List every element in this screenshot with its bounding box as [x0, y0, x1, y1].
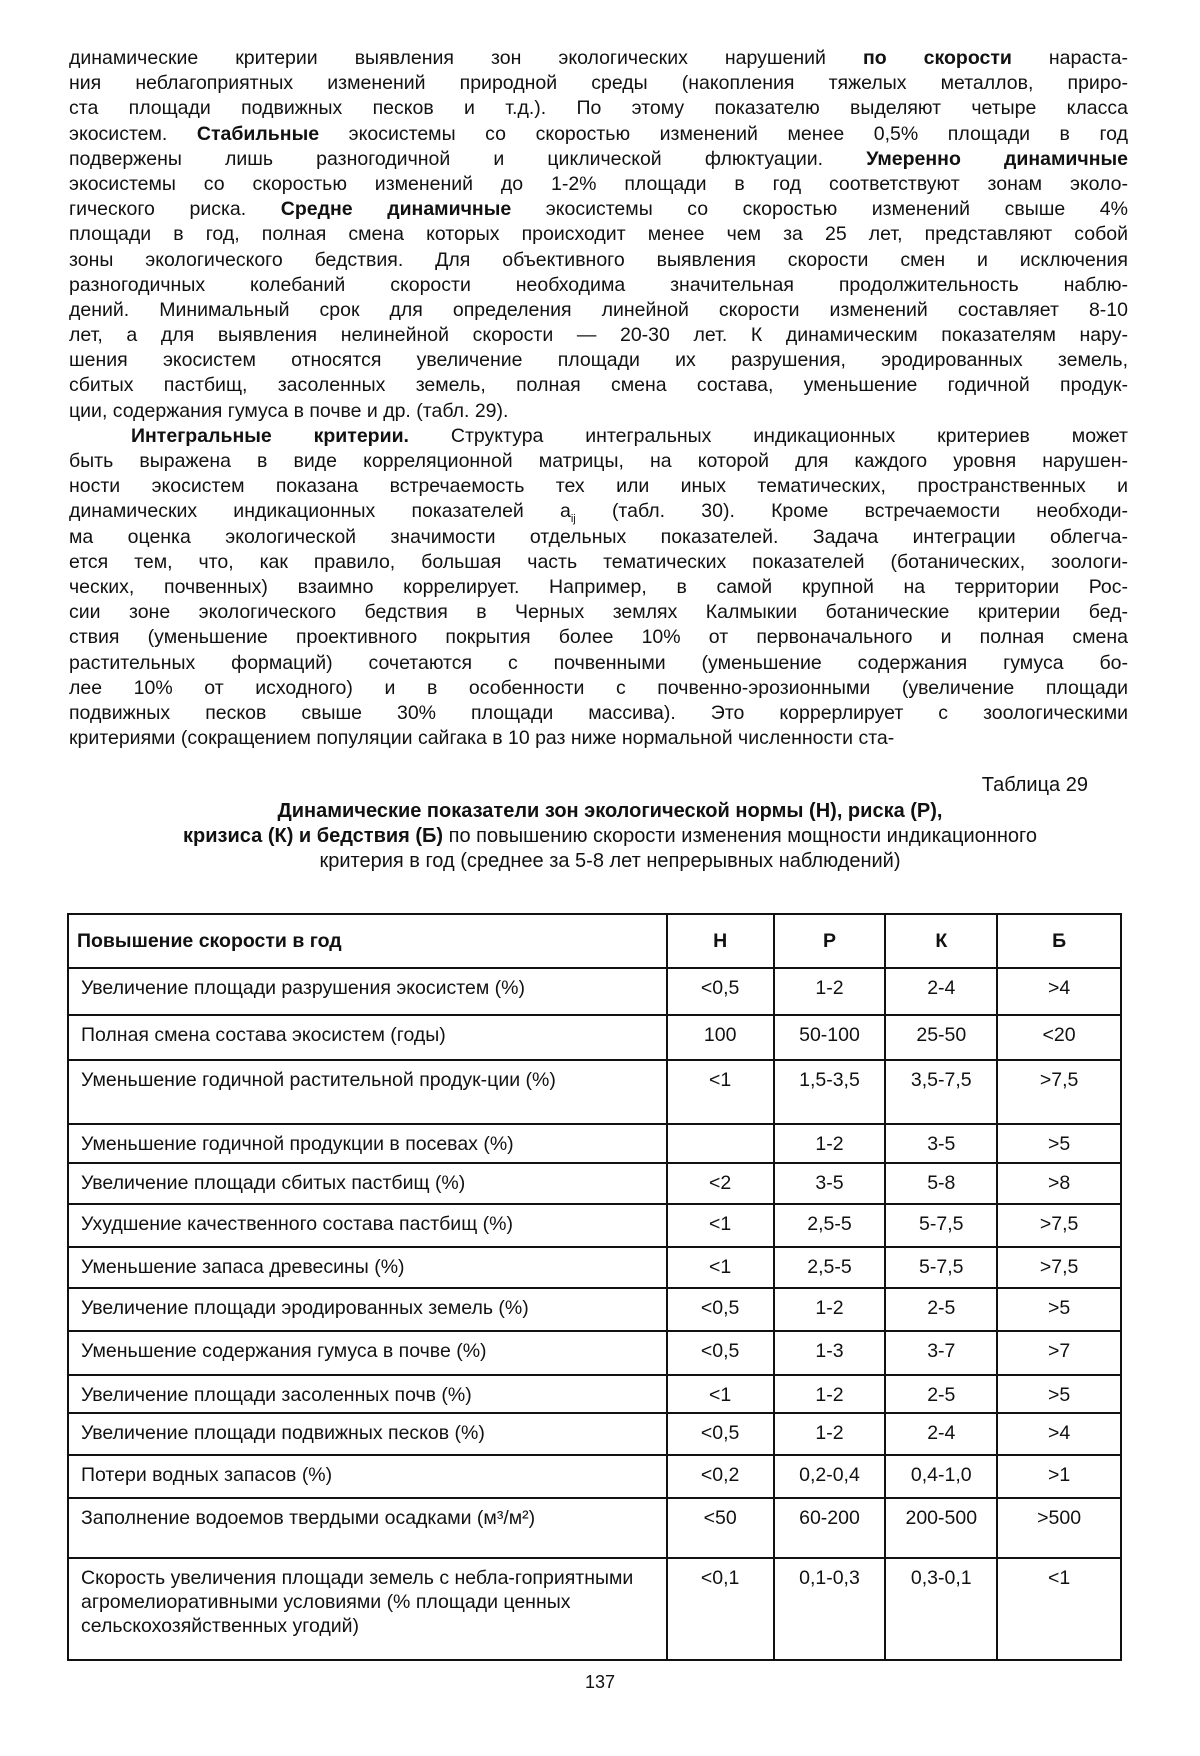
text-line: [69, 676, 1128, 701]
cell-value: 5-8: [885, 1163, 997, 1204]
cell-value: <50: [667, 1498, 774, 1558]
column-header: Повышение скорости в год: [68, 914, 667, 968]
page-number: 137: [0, 1672, 1200, 1693]
cell-value: >500: [997, 1498, 1121, 1558]
cell-value: >8: [997, 1163, 1121, 1204]
table-row: [68, 1558, 1121, 1660]
cell-value: >7: [997, 1331, 1121, 1375]
cell-value: 1-2: [774, 1413, 886, 1455]
row-label: Полная смена состава экосистем (годы): [68, 1015, 667, 1060]
text-line: [69, 197, 1128, 222]
text-line: [69, 399, 1128, 424]
column-header: К: [885, 914, 997, 968]
text-line: [69, 273, 1128, 298]
cell-value: <0,1: [667, 1558, 774, 1660]
text-segment: ста площади подвижных песков и т.д.). По этому показателю выделяют четыре класса: [69, 97, 1128, 119]
row-label: Уменьшение годичной продукции в посевах (%): [68, 1124, 667, 1163]
bold-term: по скорости: [863, 47, 1012, 69]
text-segment: разногодичных колебаний скорости необходима значительная продолжительность наблю-: [69, 274, 1128, 296]
text-line: [69, 600, 1128, 625]
cell-value: <20: [997, 1015, 1121, 1060]
cell-value: 0,3-0,1: [885, 1558, 997, 1660]
text-line: [69, 71, 1128, 96]
row-label: Ухудшение качественного состава пастбищ (%): [68, 1204, 667, 1247]
bold-term: Интегральные критерии.: [131, 425, 409, 447]
table-row: [68, 1331, 1121, 1375]
table-row: [68, 1247, 1121, 1288]
bold-term: Умеренно динамичные: [866, 148, 1128, 170]
cell-value: 1-2: [774, 1375, 886, 1413]
text-line: [69, 46, 1128, 71]
row-label: Уменьшение запаса древесины (%): [68, 1247, 667, 1288]
cell-value: >5: [997, 1288, 1121, 1331]
cell-value: 2-4: [885, 1413, 997, 1455]
cell-value: <0,5: [667, 1413, 774, 1455]
text-segment: быть выражена в виде корреляционной матрицы, на которой для каждого уровня нарушен-: [69, 450, 1128, 472]
row-label: Скорость увеличения площади земель с небла-гоприятными агромелиоративными условиями (% площади ценных сельскохозяйственных угодий): [68, 1558, 667, 1660]
text-segment: ции, содержания гумуса в почве и др. (табл. 29).: [69, 400, 508, 422]
text-line: [69, 96, 1128, 121]
text-segment: лет, а для выявления нелинейной скорости — 20-30 лет. К динамическим показателям нару-: [69, 324, 1128, 346]
text-segment: (табл. 30). Кроме встречаемости необходи-: [576, 500, 1128, 522]
cell-value: >4: [997, 1413, 1121, 1455]
text-line: [69, 575, 1128, 600]
text-segment: сии зоне экологического бедствия в Черных землях Калмыкии ботанические критерии бед-: [69, 601, 1128, 623]
cell-value: <0,2: [667, 1455, 774, 1498]
text-line: [69, 248, 1128, 273]
cell-value: >5: [997, 1124, 1121, 1163]
table-row: [68, 1455, 1121, 1498]
text-line: [69, 122, 1128, 147]
text-segment: экосистемы со скоростью изменений свыше 4%: [511, 198, 1128, 220]
cell-value: <0,5: [667, 968, 774, 1015]
body-text: [69, 46, 1128, 751]
row-label: Уменьшение содержания гумуса в почве (%): [68, 1331, 667, 1375]
cell-value: 1-2: [774, 1124, 886, 1163]
cell-value: 2,5-5: [774, 1204, 886, 1247]
cell-value: 5-7,5: [885, 1204, 997, 1247]
cell-value: 25-50: [885, 1015, 997, 1060]
cell-value: <1: [667, 1247, 774, 1288]
text-segment: ческих, почвенных) взаимно коррелирует. Например, в самой крупной на территории Рос-: [69, 576, 1128, 598]
text-segment: гического риска.: [69, 198, 281, 220]
text-segment: дений. Минимальный срок для определения линейной скорости изменений составляет 8-10: [69, 299, 1128, 321]
table-label: Таблица 29: [982, 774, 1088, 797]
cell-value: 1-2: [774, 1288, 886, 1331]
text-segment: площади в год, полная смена которых происходит менее чем за 25 лет, представляют собой: [69, 223, 1128, 245]
cell-value: 2-4: [885, 968, 997, 1015]
text-segment: зоны экологического бедствия. Для объективного выявления скорости смен и исключения: [69, 249, 1128, 271]
text-segment: динамических индикационных показателей a: [69, 500, 571, 522]
text-segment: лее 10% от исходного) и в особенности с почвенно-эрозионными (увеличение площади: [69, 677, 1128, 699]
text-line: [69, 701, 1128, 726]
row-label: Заполнение водоемов твердыми осадками (м³/м²): [68, 1498, 667, 1558]
cell-value: 2-5: [885, 1288, 997, 1331]
text-line: [69, 499, 1128, 524]
bold-term: Стабильные: [197, 123, 319, 145]
cell-value: 0,1-0,3: [774, 1558, 886, 1660]
row-label: Увеличение площади сбитых пастбищ (%): [68, 1163, 667, 1204]
cell-value: 50-100: [774, 1015, 886, 1060]
data-table: [67, 913, 1122, 1661]
table-row: [68, 1375, 1121, 1413]
table-row: [68, 1204, 1121, 1247]
cell-value: 1-2: [774, 968, 886, 1015]
text-segment: критериями (сокращением популяции сайгака в 10 раз ниже нормальной численности ста-: [69, 727, 894, 749]
text-line: [69, 625, 1128, 650]
table-row: [68, 1060, 1121, 1124]
text-line: [69, 550, 1128, 575]
text-segment: экосистемы со скоростью изменений до 1-2% площади в год соответствуют зонам эколо-: [69, 173, 1128, 195]
text-line: [69, 298, 1128, 323]
cell-value: <1: [667, 1060, 774, 1124]
cell-value: 3,5-7,5: [885, 1060, 997, 1124]
table-row: [68, 1015, 1121, 1060]
cell-value: 3-7: [885, 1331, 997, 1375]
cell-value: 1-3: [774, 1331, 886, 1375]
cell-value: <1: [997, 1558, 1121, 1660]
cell-value: >4: [997, 968, 1121, 1015]
cell-value: >5: [997, 1375, 1121, 1413]
text-segment: растительных формаций) сочетаются с почвенными (уменьшение содержания гумуса бо-: [69, 652, 1128, 674]
text-line: [69, 726, 1128, 751]
table-row: [68, 1413, 1121, 1455]
text-segment: экосистем.: [69, 123, 197, 145]
cell-value: 3-5: [885, 1124, 997, 1163]
cell-value: >7,5: [997, 1247, 1121, 1288]
cell-value: 100: [667, 1015, 774, 1060]
text-segment: ности экосистем показана встречаемость тех или иных тематических, пространственных и: [69, 475, 1128, 497]
table-row: [68, 968, 1121, 1015]
text-segment: динамические критерии выявления зон экологических нарушений: [69, 47, 863, 69]
text-line: [69, 323, 1128, 348]
text-segment: подвижных песков свыше 30% площади массива). Это коррерлирует с зоологическими: [69, 702, 1128, 724]
row-label: Потери водных запасов (%): [68, 1455, 667, 1498]
text-segment: ствия (уменьшение проективного покрытия более 10% от первоначального и полная смена: [69, 626, 1128, 648]
table-row: [68, 1124, 1121, 1163]
row-label: Уменьшение годичной растительной продук-ции (%): [68, 1060, 667, 1124]
text-line: [69, 449, 1128, 474]
cell-value: <1: [667, 1375, 774, 1413]
cell-value: >1: [997, 1455, 1121, 1498]
cell-value: 60-200: [774, 1498, 886, 1558]
text-line: [69, 348, 1128, 373]
table-header-row: [68, 914, 1121, 968]
cell-value: 0,4-1,0: [885, 1455, 997, 1498]
text-segment: шения экосистем относятся увеличение площади их разрушения, эродированных земель,: [69, 349, 1128, 371]
text-segment: подвержены лишь разногодичной и циклической флюктуации.: [69, 148, 866, 170]
text-segment: ма оценка экологической значимости отдельных показателей. Задача интеграции облегча-: [69, 526, 1128, 548]
cell-value: 2,5-5: [774, 1247, 886, 1288]
cell-value: 3-5: [774, 1163, 886, 1204]
text-segment: сбитых пастбищ, засоленных земель, полная смена состава, уменьшение годичной продук-: [69, 374, 1128, 396]
table-title-bold: Динамические показатели зон экологической нормы (Н), риска (Р),: [278, 800, 943, 822]
cell-value: <1: [667, 1204, 774, 1247]
row-label: Увеличение площади засоленных почв (%): [68, 1375, 667, 1413]
text-line: [69, 172, 1128, 197]
column-header: Б: [997, 914, 1121, 968]
text-segment: ется тем, что, как правило, большая часть тематических показателей (ботанических, зоологи-: [69, 551, 1128, 573]
text-line: [69, 222, 1128, 247]
text-line: [69, 525, 1128, 550]
row-label: Увеличение площади подвижных песков (%): [68, 1413, 667, 1455]
table-title-rest: по повышению скорости изменения мощности индикационного критерия в год (среднее за 5-8 лет непрерывных наблюдений): [319, 825, 1037, 872]
cell-value: >7,5: [997, 1060, 1121, 1124]
table-row: [68, 1498, 1121, 1558]
row-label: Увеличение площади разрушения экосистем (%): [68, 968, 667, 1015]
text-line: [69, 424, 1128, 449]
text-segment: ij: [571, 513, 576, 525]
bold-term: Средне динамичные: [281, 198, 511, 220]
cell-value: 200-500: [885, 1498, 997, 1558]
cell-value: 0,2-0,4: [774, 1455, 886, 1498]
row-label: Увеличение площади эродированных земель (%): [68, 1288, 667, 1331]
cell-value: 2-5: [885, 1375, 997, 1413]
column-header: Р: [774, 914, 886, 968]
table-title: [140, 799, 1080, 874]
cell-value: >7,5: [997, 1204, 1121, 1247]
text-line: [69, 147, 1128, 172]
text-line: [69, 373, 1128, 398]
table-row: [68, 1163, 1121, 1204]
cell-value: <2: [667, 1163, 774, 1204]
cell-value: <0,5: [667, 1331, 774, 1375]
cell-value: 1,5-3,5: [774, 1060, 886, 1124]
table-row: [68, 1288, 1121, 1331]
text-line: [69, 474, 1128, 499]
text-segment: нараста-: [1012, 47, 1128, 69]
text-segment: экосистемы со скоростью изменений менее 0,5% площади в год: [319, 123, 1128, 145]
text-segment: Структура интегральных индикационных критериев может: [409, 425, 1128, 447]
table-title-bold: кризиса (К) и бедствия (Б): [183, 825, 443, 847]
column-header: Н: [667, 914, 774, 968]
text-segment: ния неблагоприятных изменений природной среды (накопления тяжелых металлов, приро-: [69, 72, 1128, 94]
cell-value: 5-7,5: [885, 1247, 997, 1288]
cell-value: <0,5: [667, 1288, 774, 1331]
text-line: [69, 651, 1128, 676]
cell-value: [667, 1124, 774, 1163]
